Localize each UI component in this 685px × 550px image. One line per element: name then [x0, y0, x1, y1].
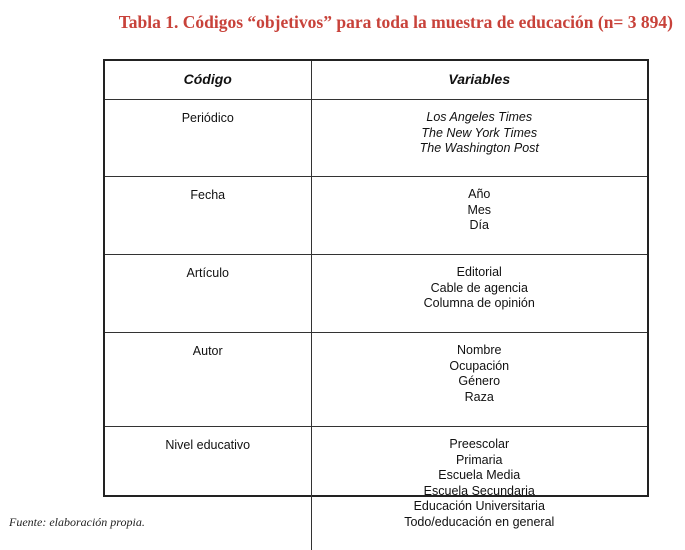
row-code: Nivel educativo — [105, 427, 311, 550]
variable-item: Preescolar — [312, 437, 648, 453]
table-row — [105, 427, 647, 550]
row-code: Periódico — [105, 100, 311, 177]
row-code: Autor — [105, 333, 311, 427]
variable-item: The New York Times — [312, 126, 648, 142]
row-variables — [311, 333, 647, 427]
variable-item: Nombre — [312, 343, 648, 359]
row-code: Artículo — [105, 255, 311, 333]
table-row — [105, 255, 647, 333]
row-variables — [311, 100, 647, 177]
table-row — [105, 177, 647, 255]
table-title: Tabla 1. Códigos “objetivos” para toda la muestra de educación (n= 3 894) — [0, 12, 685, 33]
table-row — [105, 100, 647, 177]
column-header-codigo: Código — [105, 61, 311, 100]
source-note: Fuente: elaboración propia. — [9, 515, 145, 530]
variable-item: Raza — [312, 390, 648, 406]
variable-item: Día — [312, 218, 648, 234]
variable-item: Columna de opinión — [312, 296, 648, 312]
variable-item: Género — [312, 374, 648, 390]
variable-item: Los Angeles Times — [312, 110, 648, 126]
table-header-row — [105, 61, 647, 100]
row-variables — [311, 177, 647, 255]
row-code: Fecha — [105, 177, 311, 255]
table-row — [105, 333, 647, 427]
variable-item: Cable de agencia — [312, 281, 648, 297]
variable-item: Primaria — [312, 453, 648, 469]
variable-item: Educación Universitaria — [312, 499, 648, 515]
variable-item: Mes — [312, 203, 648, 219]
variable-item: Escuela Media — [312, 468, 648, 484]
variable-item: Ocupación — [312, 359, 648, 375]
codes-table — [105, 61, 647, 550]
row-variables — [311, 427, 647, 550]
codes-table-container — [103, 59, 649, 497]
variable-item: Escuela Secundaria — [312, 484, 648, 500]
variable-item: Año — [312, 187, 648, 203]
column-header-variables: Variables — [311, 61, 647, 100]
row-variables — [311, 255, 647, 333]
variable-item: Editorial — [312, 265, 648, 281]
variable-item: The Washington Post — [312, 141, 648, 157]
variable-item: Todo/educación en general — [312, 515, 648, 531]
